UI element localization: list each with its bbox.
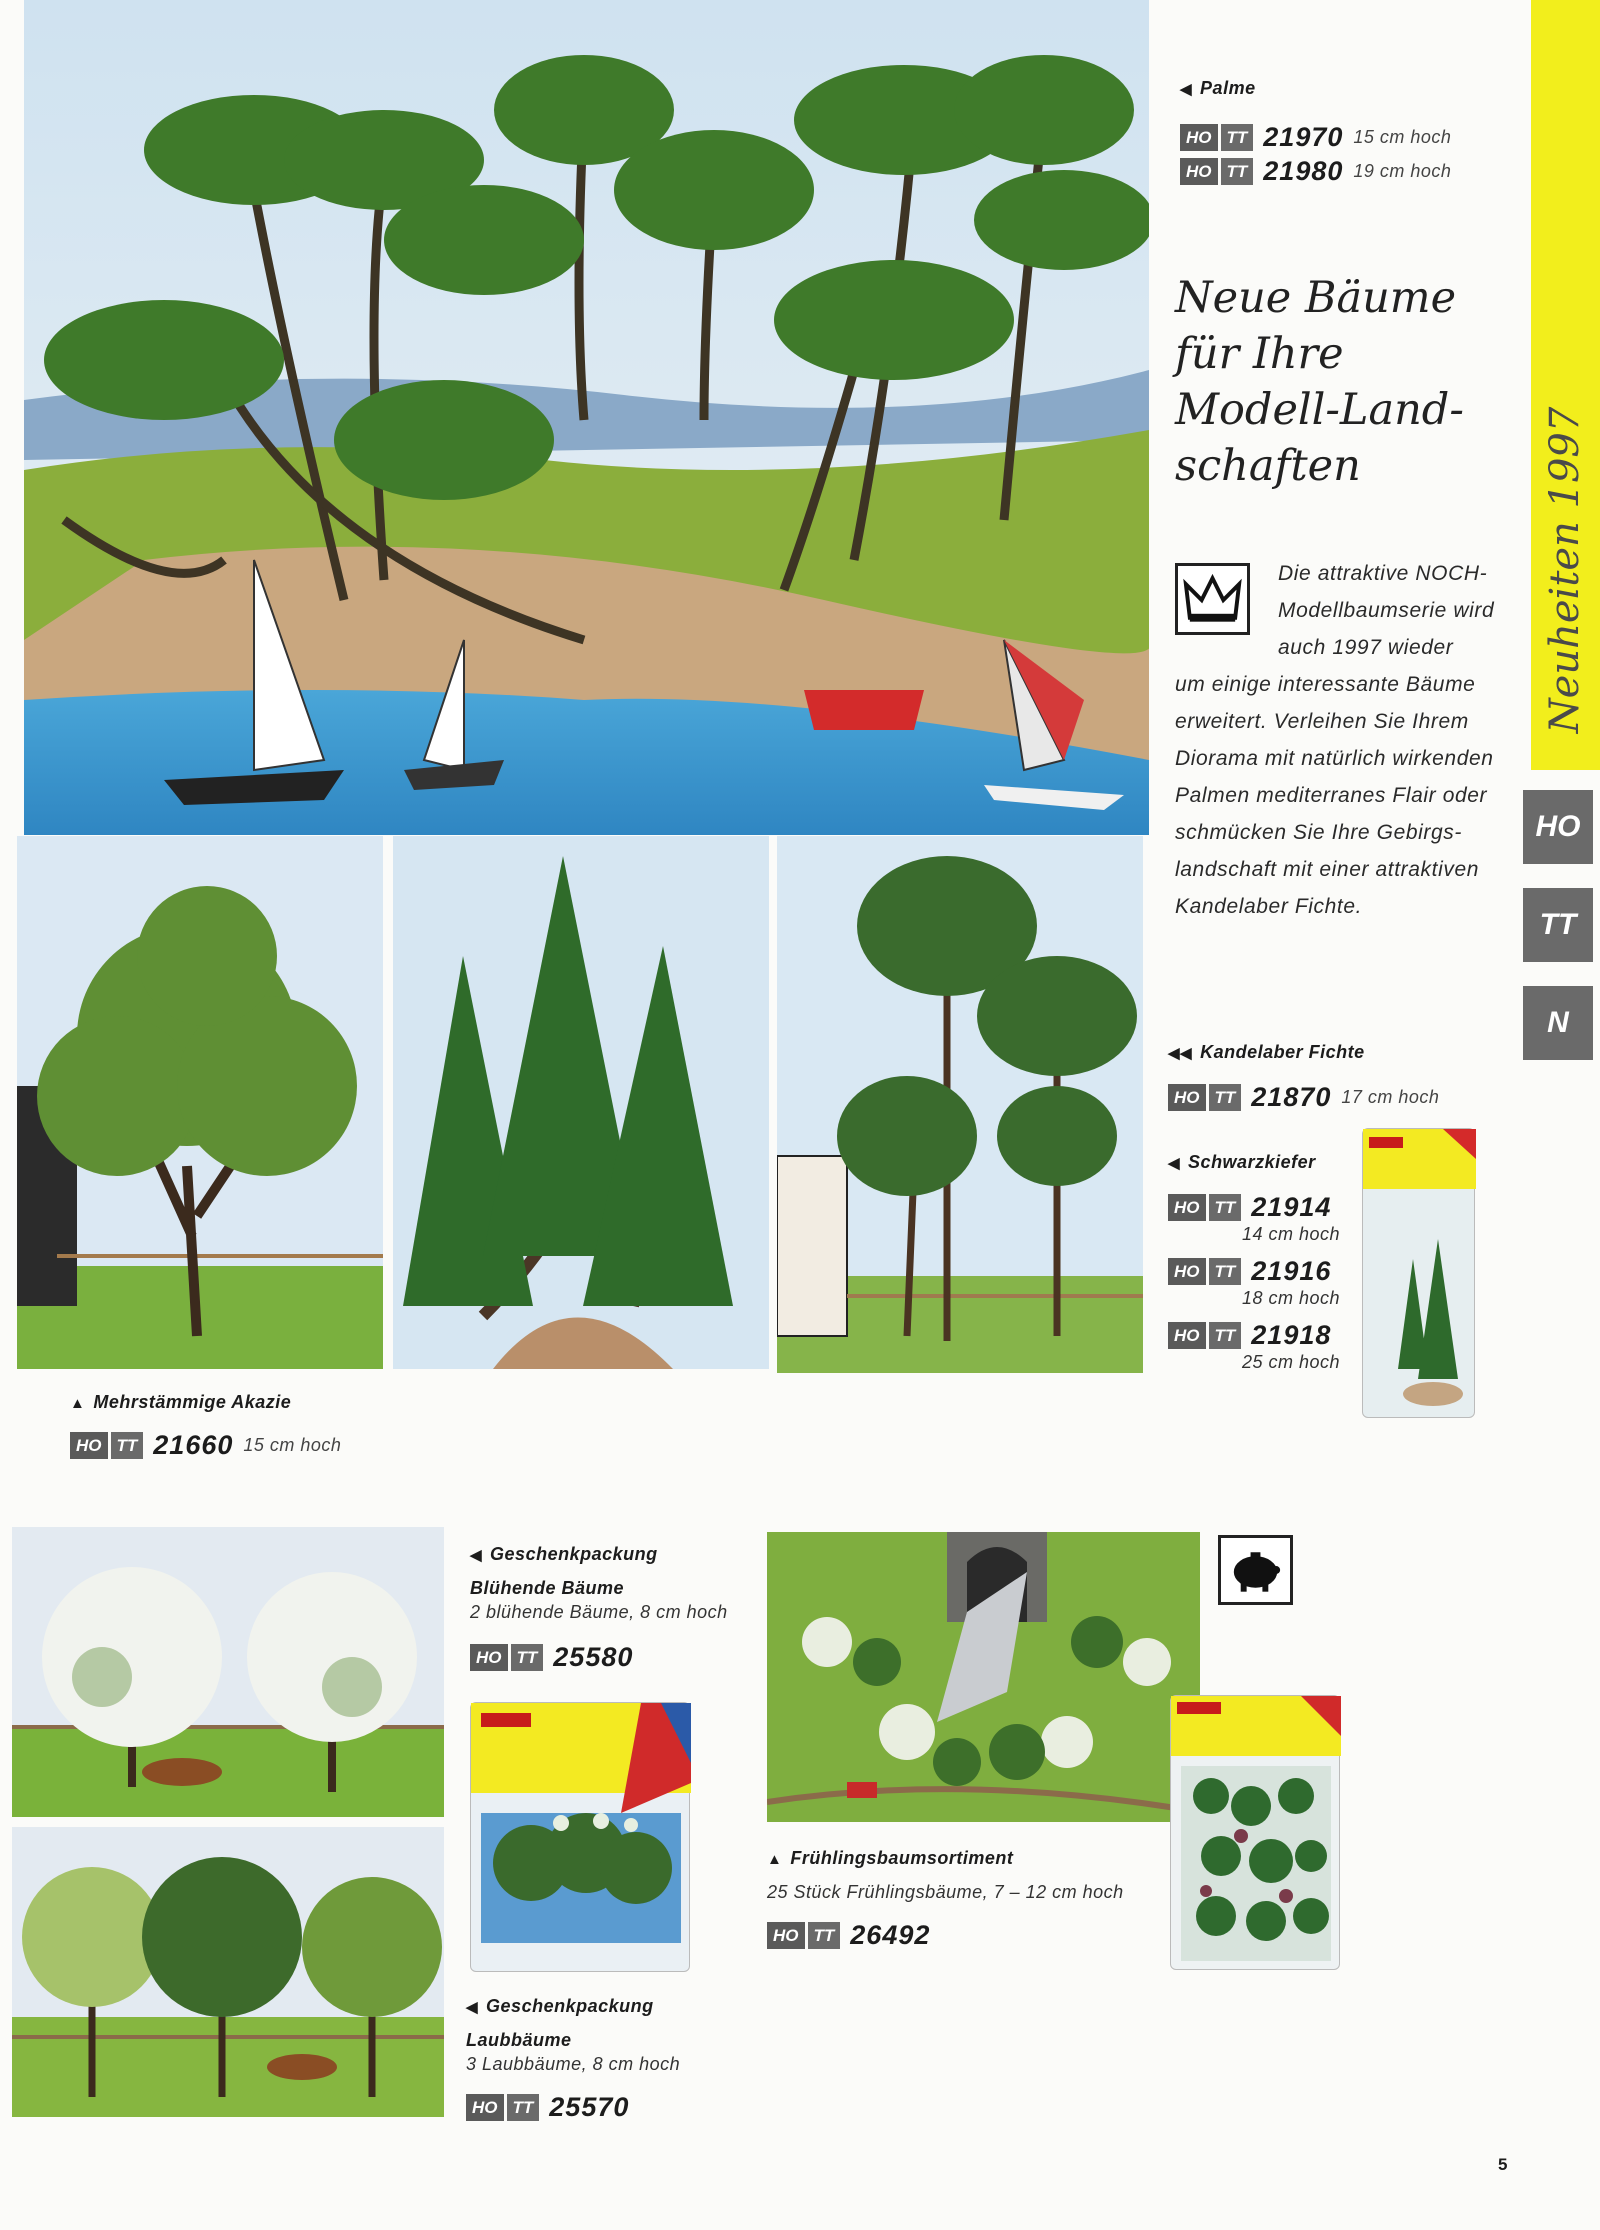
article-number: 25580 [553, 1641, 634, 1672]
laubbaeume-label: ◀ Geschenkpackung Laubbäume [466, 1990, 654, 2056]
arrow-left-icon: ◀ [470, 1547, 483, 1564]
arrow-left-icon: ◀ [1168, 1155, 1181, 1172]
gauge-label: TT [1221, 124, 1254, 151]
height-text: 14 cm hoch [1242, 1224, 1341, 1244]
laubbaeume-code-row [466, 2090, 629, 2124]
gauge-label: HO [1180, 124, 1218, 151]
photo-kandelaber-fichte [393, 836, 769, 1369]
page-number: 5 [1498, 2155, 1508, 2174]
headline-line: für Ihre [1175, 329, 1344, 379]
intro-line: schmücken Sie Ihre Gebirgs- [1175, 821, 1462, 844]
arrow-left-icon: ◀ [1180, 81, 1193, 98]
arrow-left-icon: ◀ [466, 1999, 479, 2016]
fruehling-desc: 25 Stück Frühlingsbäume, 7 – 12 cm hoch [767, 1882, 1124, 1902]
photo-palm-beach-diorama [24, 0, 1149, 835]
article-number: 21970 [1263, 121, 1344, 152]
article-number: 21660 [153, 1429, 234, 1460]
gauge-label: HO [470, 1644, 508, 1671]
gauge-label: TT [511, 1644, 544, 1671]
article-number: 21870 [1251, 1081, 1332, 1112]
gauge-badge [1168, 1322, 1241, 1349]
headline-line: Modell-Land- [1175, 385, 1464, 435]
bluehende-code-row [470, 1640, 633, 1674]
article-number: 21914 [1251, 1191, 1332, 1222]
tab-tt[interactable]: TT [1523, 888, 1593, 962]
headline-line: Neue Bäume [1175, 273, 1457, 323]
headline-line: schaften [1175, 441, 1361, 491]
page-headline [1175, 270, 1464, 494]
tab-n[interactable]: N [1523, 986, 1593, 1060]
bluehende-desc: 2 blühende Bäume, 8 cm hoch [470, 1602, 728, 1622]
intro-line: landschaft mit einer attraktiven [1175, 858, 1480, 881]
bluehende-label: ◀ Geschenkpackung Blühende Bäume [470, 1538, 658, 1604]
gauge-badge [1168, 1258, 1241, 1285]
gauge-badge [466, 2094, 539, 2121]
photo-schwarzkiefer [777, 836, 1143, 1373]
gauge-label: TT [1209, 1322, 1242, 1349]
palme-label: ◀ Palme [1180, 78, 1256, 98]
piggy-bank-icon [1218, 1535, 1293, 1605]
height-text: 17 cm hoch [1341, 1086, 1440, 1107]
gauge-badge [1168, 1084, 1241, 1111]
tab-ho[interactable]: HO [1523, 790, 1593, 864]
kandelaber-label: ◀◀ Kandelaber Fichte [1168, 1042, 1365, 1062]
gauge-label: TT [1209, 1258, 1242, 1285]
article-number: 25570 [549, 2091, 630, 2122]
intro-line: Modellbaumserie wird [1278, 599, 1495, 622]
double-arrow-left-icon: ◀◀ [1168, 1045, 1193, 1062]
gauge-label: HO [767, 1922, 805, 1949]
arrow-up-icon: ▲ [70, 1395, 86, 1412]
gauge-badge [1180, 158, 1253, 185]
palme-codes [1180, 120, 1451, 188]
intro-text [1175, 555, 1515, 925]
height-text: 18 cm hoch [1242, 1288, 1341, 1308]
gauge-label: HO [1168, 1084, 1206, 1111]
akazie-code-row [70, 1428, 341, 1462]
photo-fruehlingsbaum-diorama [767, 1532, 1200, 1822]
photo-fruehling-package [1170, 1695, 1340, 1970]
article-number: 21916 [1251, 1255, 1332, 1286]
intro-line: Palmen mediterranes Flair oder [1175, 784, 1488, 807]
schwarzkiefer-code-row [1168, 1190, 1368, 1224]
intro-line: auch 1997 wieder [1278, 636, 1454, 659]
gauge-label: HO [1180, 158, 1218, 185]
intro-line: Kandelaber Fichte. [1175, 895, 1363, 918]
photo-akazie [17, 836, 383, 1369]
gauge-label: TT [1209, 1194, 1242, 1221]
gauge-label: HO [466, 2094, 504, 2121]
gauge-badge [767, 1922, 840, 1949]
gauge-label: HO [1168, 1194, 1206, 1221]
intro-line: um einige interessante Bäume [1175, 673, 1476, 696]
gauge-label: HO [1168, 1258, 1206, 1285]
gauge-label: HO [1168, 1322, 1206, 1349]
article-number: 26492 [850, 1919, 931, 1950]
schwarzkiefer-label: ◀ Schwarzkiefer [1168, 1152, 1316, 1172]
intro-line: Diorama mit natürlich wirkenden [1175, 747, 1494, 770]
fruehling-code-row [767, 1918, 930, 1952]
height-text: 25 cm hoch [1242, 1352, 1341, 1372]
akazie-label: ▲ Mehrstämmige Akazie [70, 1392, 292, 1412]
article-number: 21918 [1251, 1319, 1332, 1350]
gauge-label: TT [1221, 158, 1254, 185]
fruehling-label: ▲ Frühlingsbaumsortiment [767, 1848, 1014, 1868]
gauge-badge [1168, 1194, 1241, 1221]
height-text: 15 cm hoch [243, 1434, 342, 1455]
height-text: 15 cm hoch [1353, 126, 1452, 147]
photo-kandelaber-package [1362, 1128, 1475, 1418]
gauge-badge [70, 1432, 143, 1459]
photo-pflaumen-package [470, 1702, 690, 1972]
palme-code-row [1180, 120, 1451, 154]
kandelaber-code-row [1168, 1080, 1439, 1114]
gauge-label: HO [70, 1432, 108, 1459]
intro-line: erweitert. Verleihen Sie Ihrem [1175, 710, 1469, 733]
gauge-label: TT [808, 1922, 841, 1949]
gauge-label: TT [111, 1432, 144, 1459]
arrow-up-icon: ▲ [767, 1851, 783, 1868]
gauge-badge [470, 1644, 543, 1671]
sidebar-title: Neuheiten 1997 [1542, 406, 1588, 734]
photo-laubbaeume [12, 1827, 444, 2117]
schwarzkiefer-codes [1168, 1190, 1368, 1382]
gauge-label: TT [1209, 1084, 1242, 1111]
article-number: 21980 [1263, 155, 1344, 186]
schwarzkiefer-code-row [1168, 1318, 1368, 1352]
intro-line: Die attraktive NOCH- [1278, 562, 1488, 585]
photo-bluehende-baeume [12, 1527, 444, 1817]
height-text: 19 cm hoch [1353, 160, 1452, 181]
gauge-badge [1180, 124, 1253, 151]
gauge-label: TT [507, 2094, 540, 2121]
schwarzkiefer-code-row [1168, 1254, 1368, 1288]
laubbaeume-desc: 3 Laubbäume, 8 cm hoch [466, 2054, 681, 2074]
palme-code-row [1180, 154, 1451, 188]
